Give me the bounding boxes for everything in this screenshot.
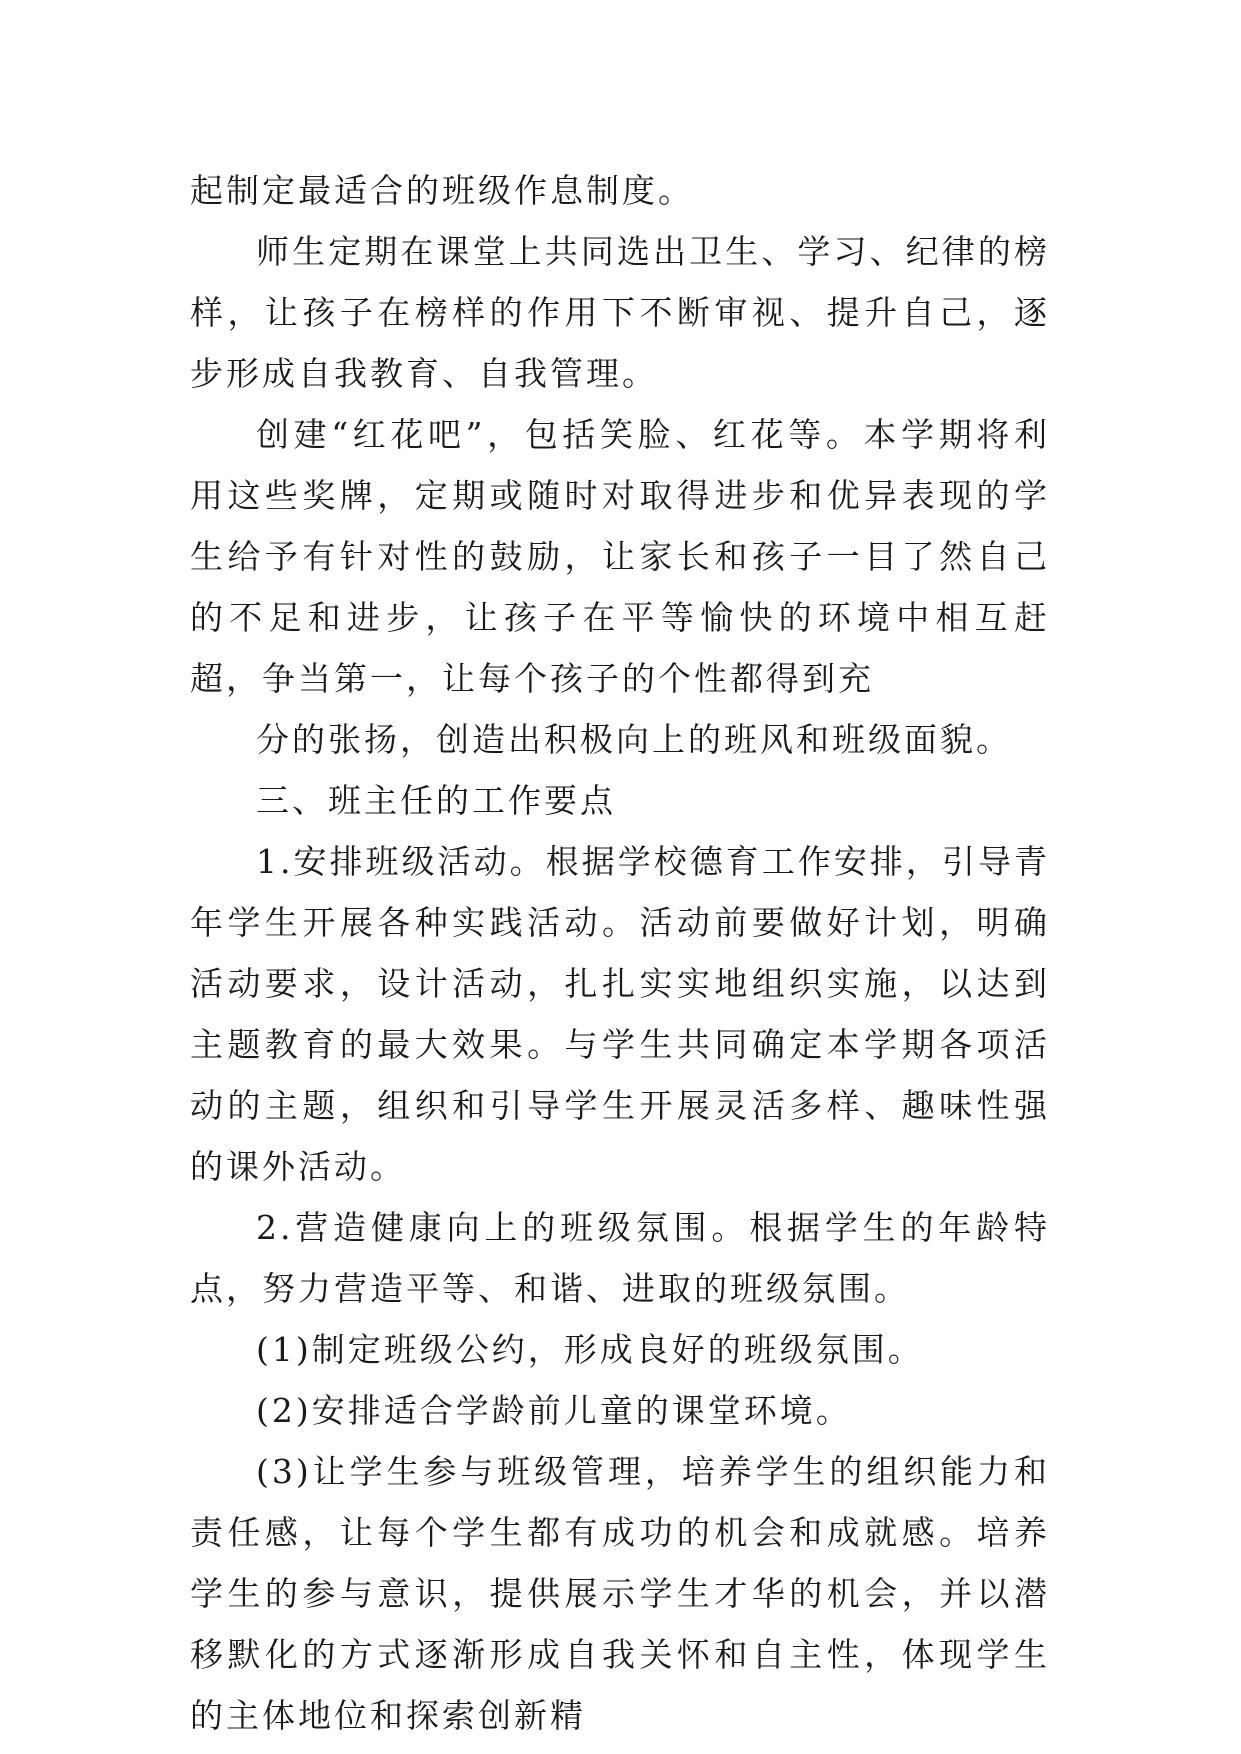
paragraph: 创建“红花吧”，包括笑脸、红花等。本学期将利用这些奖牌，定期或随时对取得进步和优异表现的学生给予有针对性的鼓励，让家长和孩子一目了然自己的不足和进步，让孩子在平等愉快的环境中相互赶超，争当第一，让每个孩子的个性都得到充 xyxy=(190,415,1050,698)
list-item: (1)制定班级公约，形成良好的班级氛围。 xyxy=(256,1330,924,1369)
list-item: (2)安排适合学龄前儿童的课堂环境。 xyxy=(256,1391,852,1430)
document-body xyxy=(190,160,1050,1746)
paragraph: 1.安排班级活动。根据学校德育工作安排，引导青年学生开展各种实践活动。活动前要做好计划，明确活动要求，设计活动，扎扎实实地组织实施，以达到主题教育的最大效果。与学生共同确定本学期各项活动的主题，组织和引导学生开展灵活多样、趣味性强的课外活动。 xyxy=(190,842,1050,1186)
paragraph: 分的张扬，创造出积极向上的班风和班级面貌。 xyxy=(256,720,1012,759)
list-item: (3)让学生参与班级管理，培养学生的组织能力和责任感，让每个学生都有成功的机会和成就感。培养学生的参与意识，提供展示学生才华的机会，并以潜移默化的方式逐渐形成自我关怀和自主性，体现学生的主体地位和探索创新精 xyxy=(190,1452,1050,1735)
section-heading: 三、班主任的工作要点 xyxy=(256,781,616,820)
paragraph: 师生定期在课堂上共同选出卫生、学习、纪律的榜样，让孩子在榜样的作用下不断审视、提升自己，逐步形成自我教育、自我管理。 xyxy=(190,232,1050,393)
paragraph: 2.营造健康向上的班级氛围。根据学生的年龄特点，努力营造平等、和谐、进取的班级氛围。 xyxy=(190,1208,1050,1308)
paragraph: 起制定最适合的班级作息制度。 xyxy=(190,171,694,210)
